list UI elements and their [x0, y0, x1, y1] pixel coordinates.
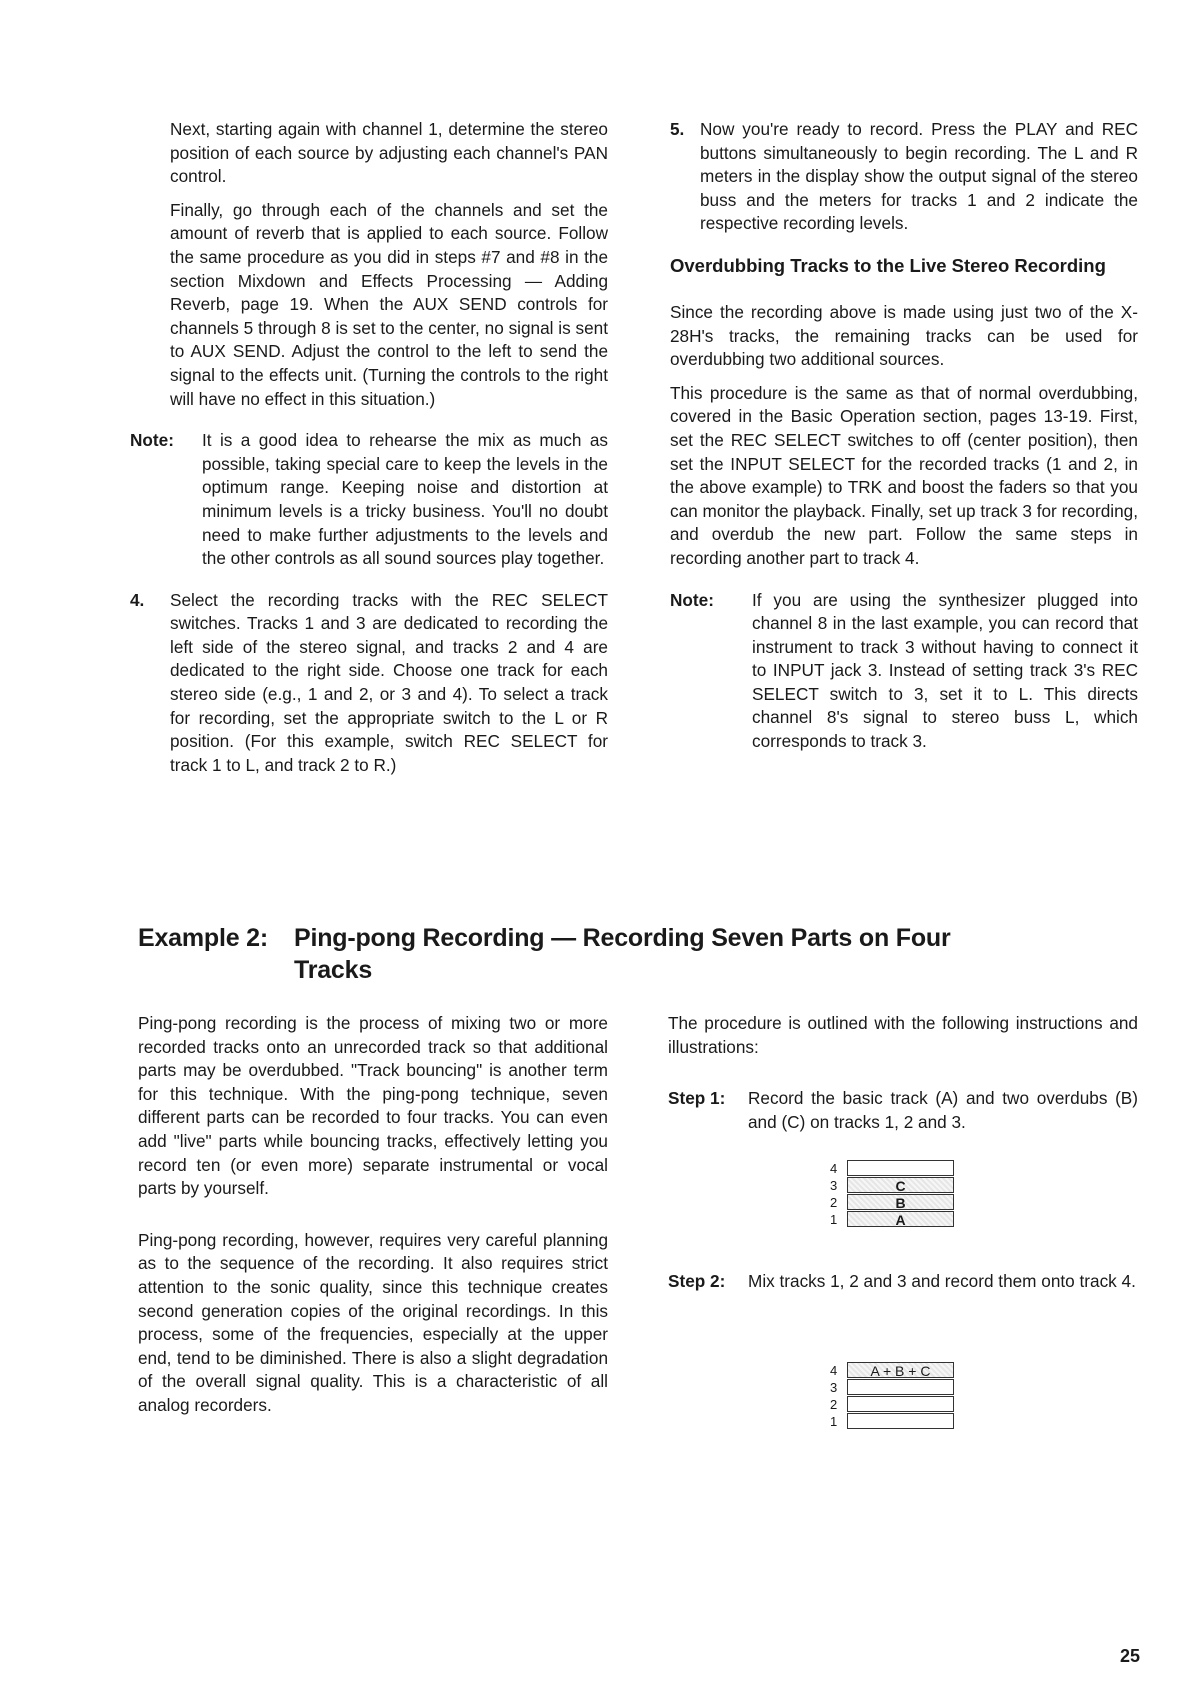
step-4: [130, 589, 608, 778]
track-number: 4: [830, 1363, 838, 1378]
step-5: [670, 118, 1138, 236]
ping-pong-caution-paragraph: Ping-pong recording, however, requires very careful planning as to the sequence of the recording. It also requires strict attention to the sonic quality, since this technique creates second generation copies of the original recordings. In this process, some of the frequencies, especially at the upper end, tend to be diminished. There is also a slight degradation of the overall signal quality. This is a characteristic of all analog recorders.: [138, 1229, 608, 1415]
track-cell: [847, 1396, 954, 1412]
upper-right-column: [670, 118, 1138, 764]
section-title-line2: Tracks: [294, 956, 373, 984]
track-number: 1: [830, 1212, 838, 1227]
overdubbing-subheading: Overdubbing Tracks to the Live Stereo Recording: [670, 254, 1106, 276]
track-row: [830, 1396, 955, 1413]
track-cell: [847, 1160, 954, 1176]
step-1-track-diagram: [830, 1160, 955, 1228]
step-1-label: Step 1:: [668, 1088, 726, 1109]
upper-left-column: [130, 118, 608, 787]
section-title-line1: Ping-pong Recording — Recording Seven Parts on Four: [294, 924, 951, 952]
note-label: Note:: [670, 589, 714, 610]
ping-pong-intro-paragraph: Ping-pong recording is the process of mixing two or more recorded tracks onto an unrecorded track so that additional parts may be overdubbed. "Track bouncing" is another term for this technique. With the ping-pong technique, seven different parts can be recorded to four tracks. You can even add "live" parts while bouncing tracks, effectively letting you record ten (or even more) separate instrumental or vocal parts by yourself.: [138, 1013, 608, 1199]
step-2: [668, 1270, 1138, 1294]
step-5-text: Now you're ready to record. Press the PLAY and REC buttons simultaneously to begin recording. The L and R meters in the display show the output signal of the stereo buss and the meters for tracks 1 and 2 indicate the respective recording levels.: [700, 119, 1138, 234]
overdub-intro-paragraph: Since the recording above is made using just two of the X-28H's tracks, the remaining tracks can be used for overdubbing two additional sources.: [670, 301, 1138, 370]
track-row: [830, 1194, 955, 1211]
track-number: 2: [830, 1397, 838, 1412]
synthesizer-note: [670, 589, 1138, 754]
note-text: If you are using the synthesizer plugged into channel 8 in the last example, you can record that instrument to track 3 without having to connect it to INPUT jack 3. Instead of setting track 3's REC SELECT switch to 3, set it to L. This directs channel 8's signal to stereo buss L, which corresponds to track 3.: [752, 589, 1138, 752]
track-cell: C: [847, 1177, 954, 1193]
step-2-label: Step 2:: [668, 1271, 726, 1292]
section-title: [138, 922, 951, 986]
section-title-prefix: Example 2:: [138, 924, 269, 952]
track-row: [830, 1160, 955, 1177]
step-5-number: 5.: [670, 119, 685, 139]
page-number: 25: [1120, 1646, 1141, 1666]
step-1-text: Record the basic track (A) and two overdubs (B) and (C) on tracks 1, 2 and 3.: [748, 1088, 1138, 1132]
track-cell: A + B + C: [847, 1362, 954, 1378]
track-row: [830, 1211, 955, 1228]
note-label: Note:: [130, 430, 174, 451]
track-row: [830, 1177, 955, 1194]
track-row: [830, 1413, 955, 1430]
step-1: [668, 1087, 1138, 1134]
overdub-procedure-paragraph: This procedure is the same as that of normal overdubbing, covered in the Basic Operation section, pages 13-19. First, set the REC SELECT switches to off (center position), then set the INPUT SELECT for the recorded tracks (1 and 2, in the above example) to TRK and boost the faders so that you can monitor the playback. Finally, set up track 3 for recording, and overdub the new part. Follow the same steps in recording another part to track 4.: [670, 382, 1138, 568]
track-row: [830, 1379, 955, 1396]
track-number: 3: [830, 1380, 838, 1395]
track-number: 3: [830, 1178, 838, 1193]
step-2-track-diagram: [830, 1362, 955, 1430]
lower-right-column: [668, 1012, 1138, 1304]
track-number: 4: [830, 1161, 838, 1176]
rehearse-note: [130, 429, 608, 571]
lower-left-column: [138, 1012, 608, 1428]
step-2-text: Mix tracks 1, 2 and 3 and record them onto track 4.: [748, 1271, 1136, 1292]
procedure-intro: The procedure is outlined with the following instructions and illustrations:: [668, 1013, 1138, 1057]
track-cell: [847, 1379, 954, 1395]
track-cell: B: [847, 1194, 954, 1210]
step-4-text: Select the recording tracks with the REC SELECT switches. Tracks 1 and 3 are dedicated to recording the left side of the stereo signal, and tracks 2 and 4 are dedicated to the right side. Choose one track for each stereo side (e.g., 1 and 2, or 3 and 4). To select a track for recording, set the appropriate switch to the L or R position. (For this example, switch REC SELECT for track 1 to L, and track 2 to R.): [170, 589, 608, 775]
pan-paragraph: Next, starting again with channel 1, determine the stereo position of each source by adjusting each channel's PAN control.: [170, 119, 608, 187]
track-number: 2: [830, 1195, 838, 1210]
track-cell: A: [847, 1211, 954, 1227]
note-text: It is a good idea to rehearse the mix as much as possible, taking special care to keep the levels in the optimum range. Keeping noise and distortion at minimum levels is a tricky business. You'll no doubt need to make further adjustments to the levels and the other controls as all sound sources play together.: [202, 430, 608, 569]
track-cell: [847, 1413, 954, 1429]
reverb-paragraph: Finally, go through each of the channels and set the amount of reverb that is applied to each source. Follow the same procedure as you did in steps #7 and #8 in the section Mixdown and Effects Processing — Adding Reverb, page 19. When the AUX SEND controls for channels 5 through 8 is set to the center, no signal is sent to AUX SEND. Adjust the control to the left to send the signal to the effects unit. (Turning the controls to the right will have no effect in this situation.): [170, 199, 608, 409]
track-number: 1: [830, 1414, 838, 1429]
step-4-number: 4.: [130, 589, 145, 610]
track-row: [830, 1362, 955, 1379]
